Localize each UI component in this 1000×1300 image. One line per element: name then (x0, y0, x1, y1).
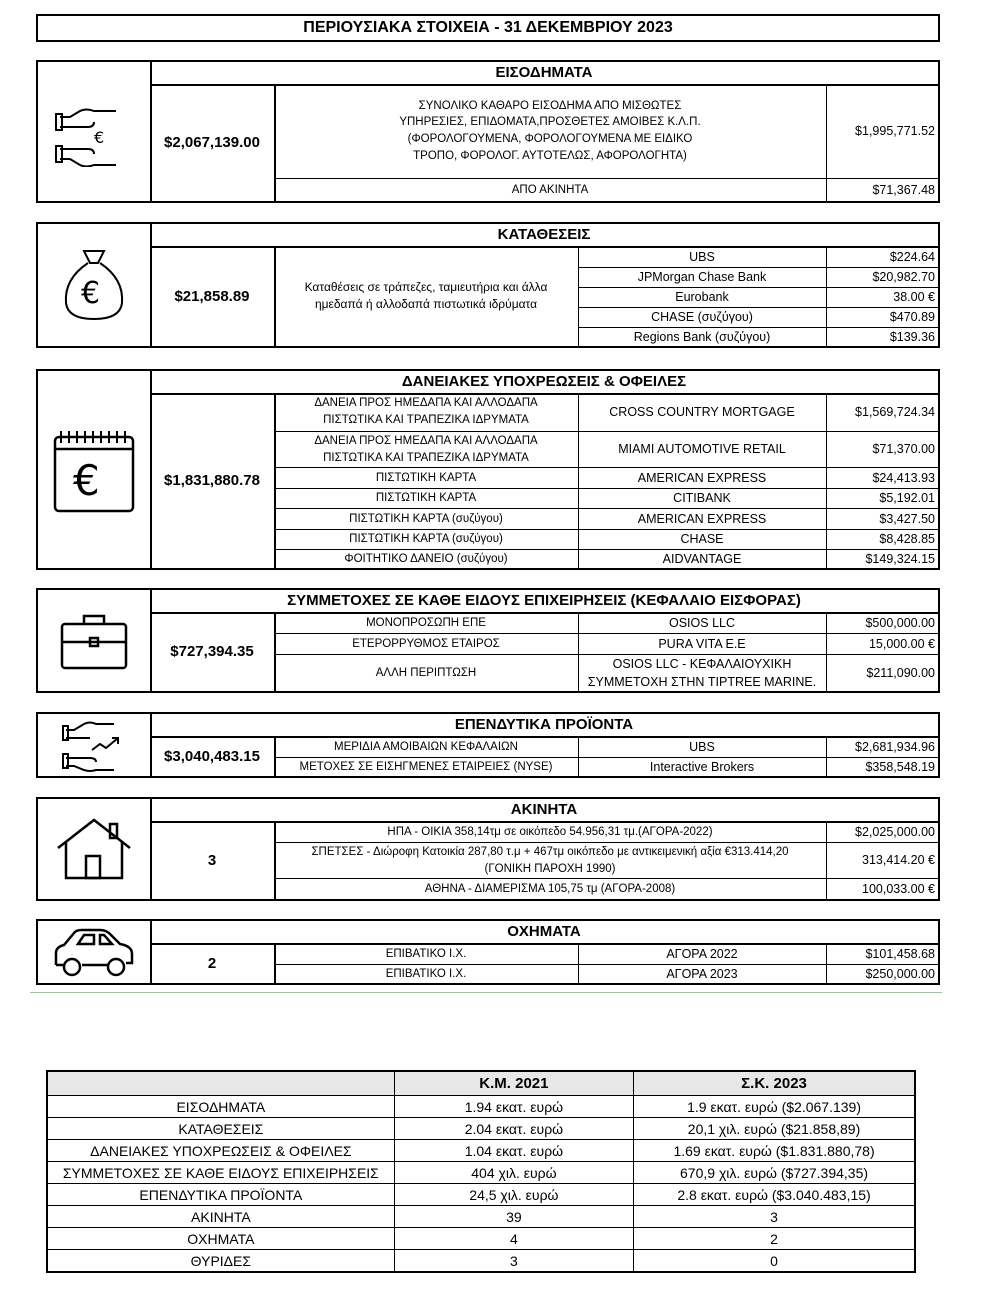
property-desc: ΑΘΗΝΑ - ΔΙΑΜΕΡΙΣΜΑ 105,75 τμ (ΑΓΟΡΑ-2008) (424, 882, 676, 895)
summary-value-2021: 3 (394, 1250, 633, 1273)
debt-amount: $3,427.50 (879, 511, 935, 526)
income-section (36, 60, 940, 203)
summary-label: ΑΚΙΝΗΤΑ (47, 1206, 394, 1228)
deposits-description: Καταθέσεις σε τράπεζες, ταμιευτήρια και άλλα ημεδαπά ή αλλοδαπά πιστωτικά ιδρύματα (304, 279, 548, 311)
summary-value-2023: 20,1 χιλ. ευρώ ($21.858,89) (634, 1118, 915, 1140)
money-bag-icon (38, 224, 152, 346)
debt-creditor: AMERICAN EXPRESS (637, 470, 767, 485)
realestate-section (36, 797, 940, 901)
business-company: OSIOS LLC (669, 615, 735, 630)
summary-value-2021: 1.04 εκατ. ευρώ (394, 1140, 633, 1162)
realestate-header: ΑΚΙΝΗΤΑ (150, 799, 938, 823)
page-title: ΠΕΡΙΟΥΣΙΑΚΑ ΣΤΟΙΧΕΙΑ - 31 ΔΕΚΕΜΒΡΙΟΥ 2023 (36, 14, 940, 42)
debt-creditor: CITIBANK (673, 491, 731, 506)
vehicle-amount: $101,458.68 (865, 946, 935, 961)
business-amount: 15,000.00 € (868, 636, 935, 651)
investments-section (36, 712, 940, 778)
debt-amount: $5,192.01 (879, 491, 935, 506)
summary-header-cell: Κ.Μ. 2021 (394, 1071, 633, 1096)
debt-creditor: CROSS COUNTRY MORTGAGE (609, 404, 795, 419)
summary-value-2021: 2.04 εκατ. ευρώ (394, 1118, 633, 1140)
calendar-euro-icon (38, 371, 152, 568)
business-amount: $211,090.00 (866, 665, 935, 680)
business-section (36, 588, 940, 693)
debt-creditor: AMERICAN EXPRESS (637, 511, 767, 526)
summary-value-2021: 4 (394, 1228, 633, 1250)
vehicles-total: 2 (150, 943, 276, 983)
investment-provider: UBS (689, 739, 715, 754)
business-type: ΑΛΛΗ ΠΕΡΙΠΤΩΣΗ (375, 666, 477, 679)
deposit-bank: Regions Bank (συζύγου) (633, 329, 771, 344)
investment-amount: $358,548.19 (865, 759, 935, 774)
summary-label: ΚΑΤΑΘΕΣΕΙΣ (47, 1118, 394, 1140)
summary-row (47, 1250, 915, 1273)
summary-header-row (47, 1071, 915, 1096)
summary-header-cell (47, 1071, 394, 1096)
vehicle-purchase: ΑΓΟΡΑ 2023 (666, 966, 738, 981)
debt-creditor: CHASE (680, 532, 724, 547)
investments-total: $3,040,483.15 (150, 736, 276, 776)
summary-row (47, 1096, 915, 1118)
debts-section (36, 369, 940, 570)
vehicle-amount: $250,000.00 (865, 966, 935, 981)
income-header: ΕΙΣΟΔΗΜΑΤΑ (150, 62, 938, 86)
summary-table (46, 1070, 916, 1273)
deposit-bank: UBS (689, 250, 715, 265)
summary-row (47, 1228, 915, 1250)
business-type: ΕΤΕΡΟΡΡΥΘΜΟΣ ΕΤΑΙΡΟΣ (352, 637, 500, 650)
debt-type: ΠΙΣΤΩΤΙΚΗ ΚΑΡΤΑ (375, 471, 477, 484)
debt-type: ΠΙΣΤΩΤΙΚΗ ΚΑΡΤΑ (συζύγου) (349, 533, 503, 546)
debts-total: $1,831,880.78 (150, 393, 276, 568)
debt-type: ΔΑΝΕΙΑ ΠΡΟΣ ΗΜΕΔΑΠΑ ΚΑΙ ΑΛΛΟΔΑΠΑ ΠΙΣΤΩΤΙΚΑ ΚΑΙ ΤΡΑΠΕΖΙΚΑ ΙΔΡΥΜΑΤΑ (314, 434, 538, 464)
vehicle-type: ΕΠΙΒΑΤΙΚΟ Ι.Χ. (385, 947, 467, 960)
summary-value-2021: 404 χιλ. ευρώ (394, 1162, 633, 1184)
summary-value-2021: 1.94 εκατ. ευρώ (394, 1096, 633, 1118)
income-realestate-amount: $71,367.48 (872, 182, 935, 197)
summary-row (47, 1162, 915, 1184)
summary-value-2023: 0 (634, 1250, 915, 1273)
deposit-amount: $470.89 (889, 310, 935, 325)
debt-creditor: AIDVANTAGE (662, 551, 742, 566)
investments-header: ΕΠΕΝΔΥΤΙΚΑ ΠΡΟΪΟΝΤΑ (150, 714, 938, 738)
summary-value-2023: 670,9 χιλ. ευρώ ($727.394,35) (634, 1162, 915, 1184)
deposit-bank: Eurobank (675, 290, 729, 305)
property-amount: 313,414.20 € (862, 853, 935, 868)
deposit-amount: $20,982.70 (872, 270, 935, 285)
debt-type: ΔΑΝΕΙΑ ΠΡΟΣ ΗΜΕΔΑΠΑ ΚΑΙ ΑΛΛΟΔΑΠΑ ΠΙΣΤΩΤΙΚΑ ΚΑΙ ΤΡΑΠΕΖΙΚΑ ΙΔΡΥΜΑΤΑ (314, 397, 538, 426)
debt-type: ΠΙΣΤΩΤΙΚΗ ΚΑΡΤΑ (375, 492, 477, 505)
debts-header: ΔΑΝΕΙΑΚΕΣ ΥΠΟΧΡΕΩΣΕΙΣ & ΟΦΕΙΛΕΣ (150, 371, 938, 395)
deposit-bank: JPMorgan Chase Bank (637, 270, 767, 285)
debt-type: ΦΟΙΤΗΤΙΚΟ ΔΑΝΕΙΟ (συζύγου) (344, 552, 508, 565)
property-amount: 100,033.00 € (862, 881, 935, 896)
summary-row (47, 1206, 915, 1228)
svg-text:€: € (73, 455, 100, 505)
property-amount: $2,025,000.00 (855, 824, 935, 839)
hands-euro-icon (38, 62, 152, 201)
summary-value-2021: 24,5 χιλ. ευρώ (394, 1184, 633, 1206)
property-desc: ΣΠΕΤΣΕΣ - Διώροφη Κατοικία 287,80 τ.μ + 467τμ οικόπεδο με αντικειμενική αξία €313.414,20 (ΓΟΝΙΚΗ ΠΑΡΟΧΗ 1990) (311, 845, 789, 875)
summary-label: ΟΧΗΜΑΤΑ (47, 1228, 394, 1250)
house-icon (38, 799, 152, 899)
summary-value-2023: 3 (634, 1206, 915, 1228)
vehicles-section (36, 919, 940, 985)
deposits-section (36, 222, 940, 348)
debt-amount: $71,370.00 (872, 442, 935, 457)
summary-row (47, 1184, 915, 1206)
debt-amount: $149,324.15 (865, 551, 935, 566)
debt-type: ΠΙΣΤΩΤΙΚΗ ΚΑΡΤΑ (συζύγου) (349, 512, 503, 525)
svg-text:€: € (94, 127, 105, 147)
summary-label: ΣΥΜΜΕΤΟΧΕΣ ΣΕ ΚΑΘΕ ΕΙΔΟΥΣ ΕΠΙΧΕΙΡΗΣΕΙΣ (47, 1162, 394, 1184)
debt-amount: $8,428.85 (879, 532, 935, 547)
income-total: $2,067,139.00 (150, 84, 276, 201)
summary-value-2023: 1.9 εκατ. ευρώ ($2.067.139) (634, 1096, 915, 1118)
business-header: ΣΥΜΜΕΤΟΧΕΣ ΣΕ ΚΑΘΕ ΕΙΔΟΥΣ ΕΠΙΧΕΙΡΗΣΕΙΣ (ΚΕΦΑΛΑΙΟ ΕΙΣΦΟΡΑΣ) (150, 590, 938, 614)
debt-creditor: MIAMI AUTOMOTIVE RETAIL (618, 442, 786, 457)
investment-type: ΜΕΤΟΧΕΣ ΣΕ ΕΙΣΗΓΜΕΝΕΣ ΕΤΑΙΡΕΙΕΣ (NYSE) (299, 760, 553, 773)
vehicles-header: ΟΧΗΜΑΤΑ (150, 921, 938, 945)
summary-label: ΕΠΕΝΔΥΤΙΚΑ ΠΡΟΪΟΝΤΑ (47, 1184, 394, 1206)
deposit-bank: CHASE (συζύγου) (651, 310, 753, 325)
business-company: OSIOS LLC - ΚΕΦΑΛΑΙΟΥΧΙΚΗ ΣΥΜΜΕΤΟΧΗ ΣΤΗΝ TIPTREE MARINE. (587, 656, 817, 689)
investment-provider: Interactive Brokers (649, 759, 755, 774)
summary-row (47, 1140, 915, 1162)
divider (30, 992, 942, 993)
summary-label: ΕΙΣΟΔΗΜΑΤΑ (47, 1096, 394, 1118)
summary-label: ΘΥΡΙΔΕΣ (47, 1250, 394, 1273)
investment-amount: $2,681,934.96 (855, 739, 935, 754)
business-amount: $500,000.00 (865, 615, 935, 630)
income-salary-amount: $1,995,771.52 (855, 123, 935, 138)
business-total: $727,394.35 (150, 612, 276, 691)
realestate-total: 3 (150, 821, 276, 899)
investment-type: ΜΕΡΙΔΙΑ ΑΜΟΙΒΑΙΩΝ ΚΕΦΑΛΑΙΩΝ (334, 740, 518, 753)
summary-value-2023: 2.8 εκατ. ευρώ ($3.040.483,15) (634, 1184, 915, 1206)
summary-value-2023: 2 (634, 1228, 915, 1250)
deposit-amount: 38.00 € (893, 290, 935, 305)
property-desc: ΗΠΑ - ΟΙΚΙΑ 358,14τμ σε οικόπεδο 54.956,31 τμ.(ΑΓΟΡΑ-2022) (387, 825, 713, 838)
deposit-amount: $224.64 (889, 250, 935, 265)
summary-row (47, 1118, 915, 1140)
briefcase-icon (38, 590, 152, 691)
summary-value-2021: 39 (394, 1206, 633, 1228)
income-salary-desc: ΣΥΝΟΛΙΚΟ ΚΑΘΑΡΟ ΕΙΣΟΔΗΜΑ ΑΠΟ ΜΙΣΘΩΤΕΣ ΥΠΗΡΕΣΙΕΣ, ΕΠΙΔΟΜΑΤΑ,ΠΡΟΣΘΕΤΕΣ ΑΜΟΙΒΕΣ Κ.Λ.Π.(ΦΟΡΟΛΟΓΟΥΜΕΝΑ, ΦΟΡΟΛΟΓΟΥΜΕΝΑ ΜΕ ΕΙΔΙΚΟ ΤΡΟΠΟ, ΦΟΡΟΛΟΓ. ΑΥΤΟΤΕΛΩΣ, ΑΦΟΡΟΛΟΓΗΤΑ) (399, 99, 701, 162)
hand-growth-icon (38, 714, 152, 776)
debt-amount: $24,413.93 (872, 470, 935, 485)
deposits-total: $21,858.89 (150, 246, 276, 346)
income-realestate-desc: ΑΠΟ ΑΚΙΝΗΤΑ (511, 183, 589, 196)
svg-text:€: € (81, 276, 101, 311)
debt-amount: $1,569,724.34 (855, 404, 935, 419)
vehicle-type: ΕΠΙΒΑΤΙΚΟ Ι.Χ. (385, 967, 467, 980)
business-company: PURA VITA E.E (658, 636, 746, 651)
business-type: ΜΟΝΟΠΡΟΣΩΠΗ ΕΠΕ (366, 616, 486, 629)
summary-value-2023: 1.69 εκατ. ευρώ ($1.831.880,78) (634, 1140, 915, 1162)
summary-label: ΔΑΝΕΙΑΚΕΣ ΥΠΟΧΡΕΩΣΕΙΣ & ΟΦΕΙΛΕΣ (47, 1140, 394, 1162)
summary-header-cell: Σ.Κ. 2023 (634, 1071, 915, 1096)
deposits-header: ΚΑΤΑΘΕΣΕΙΣ (150, 224, 938, 248)
vehicle-purchase: ΑΓΟΡΑ 2022 (666, 946, 738, 961)
car-icon (38, 921, 152, 983)
deposit-amount: $139.36 (889, 329, 935, 344)
